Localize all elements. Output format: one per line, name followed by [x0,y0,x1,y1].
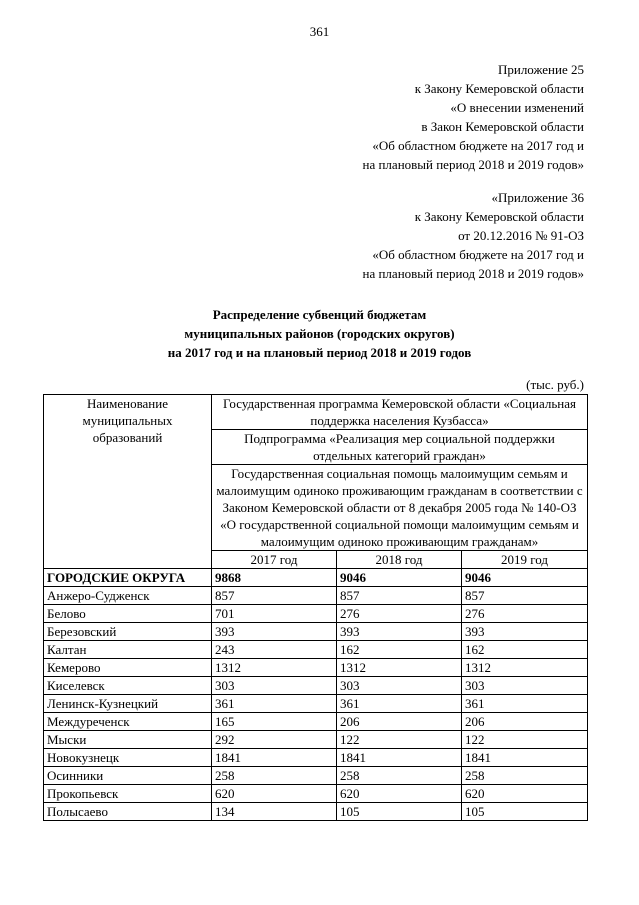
program-header: Государственная программа Кемеровской области «Социальная поддержка населения Кузбасса» [212,395,588,430]
name-column-header: Наименование муниципальных образований [44,395,212,569]
appendix-line: «О внесении изменений [450,100,584,115]
value-2017-cell: 701 [212,605,337,623]
table-row [44,605,588,623]
value-2017-cell: 292 [212,731,337,749]
year-header-2017: 2017 год [212,551,337,569]
document-title [0,305,639,362]
municipality-name-cell: Междуреченск [44,713,212,731]
value-2018-cell: 122 [337,731,462,749]
value-2019-cell: 206 [462,713,588,731]
value-2018-cell: 1841 [337,749,462,767]
value-2018-cell: 258 [337,767,462,785]
municipality-name-cell: Прокопьевск [44,785,212,803]
appendix-line: «Об областном бюджете на 2017 год и [372,247,584,262]
municipality-name-cell: Новокузнецк [44,749,212,767]
value-2018-cell: 303 [337,677,462,695]
table-row [44,749,588,767]
appendix-line: на плановый период 2018 и 2019 годов» [362,266,584,281]
value-2018-cell: 393 [337,623,462,641]
table-total-row [44,569,588,587]
value-2017-cell: 1312 [212,659,337,677]
title-line: на 2017 год и на плановый период 2018 и 2019 годов [167,345,472,360]
table-row [44,767,588,785]
value-2019-cell: 361 [462,695,588,713]
appendix-line: на плановый период 2018 и 2019 годов» [362,157,584,172]
appendix-line: Приложение 25 [497,62,584,77]
appendix-line: к Закону Кемеровской области [414,81,584,96]
header-row-program [44,395,588,430]
table-row [44,623,588,641]
value-2017-cell: 165 [212,713,337,731]
title-line: муниципальных районов (городских округов) [184,326,455,341]
table-row [44,785,588,803]
value-2017-cell: 857 [212,587,337,605]
measure-header: Государственная социальная помощь малоимущим семьям и малоимущим одиноко проживающим гражданам в соответствии с Законом Кемеровской области от 8 декабря 2005 года № 140-ОЗ «О государственной социальной помощи малоимущим семьям и малоимущим одиноко проживающим гражданам» [212,465,588,551]
value-2019-cell: 105 [462,803,588,821]
municipality-name-cell: Березовский [44,623,212,641]
municipality-name-cell: Полысаево [44,803,212,821]
municipality-name-cell: Калтан [44,641,212,659]
appendix-line: к Закону Кемеровской области [414,209,584,224]
value-2018-cell: 361 [337,695,462,713]
appendix-line: «Приложение 36 [491,190,584,205]
value-2017-cell: 303 [212,677,337,695]
value-2019-cell: 162 [462,641,588,659]
value-2018-cell: 162 [337,641,462,659]
appendix-line: «Об областном бюджете на 2017 год и [372,138,584,153]
value-2019-cell: 9046 [462,569,588,587]
value-2017-cell: 243 [212,641,337,659]
value-2018-cell: 620 [337,785,462,803]
value-2019-cell: 276 [462,605,588,623]
municipality-name-cell: Мыски [44,731,212,749]
table-row [44,713,588,731]
year-header-2019: 2019 год [462,551,588,569]
year-header-2018: 2018 год [337,551,462,569]
value-2019-cell: 857 [462,587,588,605]
table-row [44,587,588,605]
value-2018-cell: 206 [337,713,462,731]
value-2017-cell: 393 [212,623,337,641]
page-number: 361 [309,24,330,39]
value-2019-cell: 258 [462,767,588,785]
value-2018-cell: 105 [337,803,462,821]
value-2017-cell: 9868 [212,569,337,587]
municipality-name-cell: Киселевск [44,677,212,695]
value-2018-cell: 1312 [337,659,462,677]
value-2017-cell: 258 [212,767,337,785]
value-2018-cell: 857 [337,587,462,605]
value-2017-cell: 361 [212,695,337,713]
value-2017-cell: 134 [212,803,337,821]
table-row [44,659,588,677]
appendix-25-header [363,60,585,174]
appendix-line: от 20.12.2016 № 91-ОЗ [458,228,584,243]
value-2018-cell: 9046 [337,569,462,587]
value-2017-cell: 620 [212,785,337,803]
table-row [44,695,588,713]
value-2017-cell: 1841 [212,749,337,767]
value-2019-cell: 393 [462,623,588,641]
subsidy-table [43,394,588,821]
subprogram-header: Подпрограмма «Реализация мер социальной поддержки отдельных категорий граждан» [212,430,588,465]
table-row [44,803,588,821]
value-2019-cell: 303 [462,677,588,695]
table-row [44,677,588,695]
value-2019-cell: 1841 [462,749,588,767]
municipality-name-cell: Кемерово [44,659,212,677]
appendix-36-header [363,188,585,283]
value-2019-cell: 620 [462,785,588,803]
table-row [44,731,588,749]
value-2019-cell: 1312 [462,659,588,677]
municipality-name-cell: Анжеро-Судженск [44,587,212,605]
municipality-name-cell: Ленинск-Кузнецкий [44,695,212,713]
title-line: Распределение субвенций бюджетам [212,307,427,322]
municipality-name-cell: ГОРОДСКИЕ ОКРУГА [44,569,212,587]
value-2018-cell: 276 [337,605,462,623]
units-label: (тыс. руб.) [526,377,584,392]
municipality-name-cell: Белово [44,605,212,623]
municipality-name-cell: Осинники [44,767,212,785]
table-row [44,641,588,659]
value-2019-cell: 122 [462,731,588,749]
appendix-line: в Закон Кемеровской области [421,119,584,134]
